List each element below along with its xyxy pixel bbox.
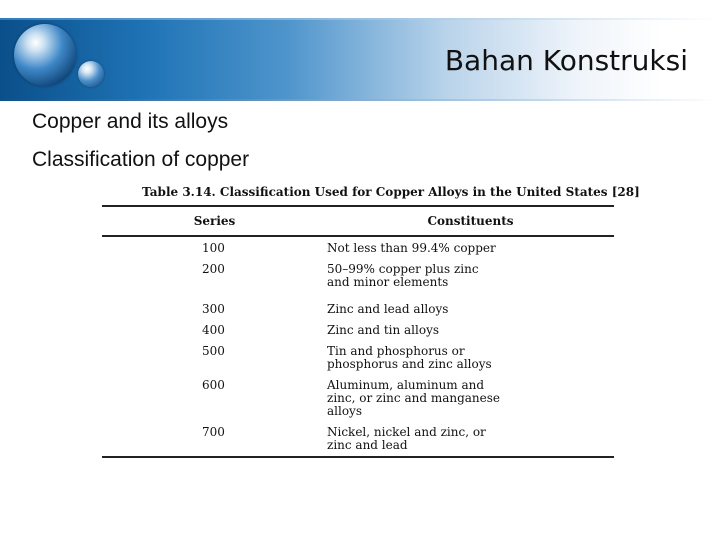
bullet-copper-alloys: Copper and its alloys <box>32 110 229 133</box>
cell-constituents: Aluminum, aluminum and zinc, or zinc and manganese alloys <box>327 378 501 418</box>
table-row <box>102 426 614 452</box>
slide-header <box>0 0 720 100</box>
table-row <box>102 303 614 316</box>
header-constituents: Constituents <box>427 214 514 228</box>
classification-table <box>102 183 640 458</box>
table-row <box>102 242 614 255</box>
cell-series: 100 <box>202 241 225 255</box>
bullet-classification: Classification of copper <box>32 148 250 171</box>
table-row <box>102 379 614 418</box>
cell-series: 300 <box>202 302 225 316</box>
table-caption: Table 3.14. Classification Used for Copper Alloys in the United States [28] <box>142 185 640 199</box>
globe-logo-icon <box>14 24 76 86</box>
cell-constituents: Nickel, nickel and zinc, or zinc and lead <box>327 425 486 452</box>
cell-constituents: 50–99% copper plus zinc and minor elements <box>327 262 479 289</box>
cell-constituents: Not less than 99.4% copper <box>327 241 496 255</box>
table-row <box>102 324 614 337</box>
table-row <box>102 263 614 289</box>
header-series: Series <box>193 214 236 228</box>
slide-title: Bahan Konstruksi <box>444 44 688 77</box>
cell-constituents: Zinc and tin alloys <box>327 323 440 337</box>
table-body <box>102 237 614 452</box>
cell-constituents: Zinc and lead alloys <box>327 302 449 316</box>
table-bottom-rule <box>102 456 614 458</box>
cell-series: 500 <box>202 344 225 358</box>
small-globe-icon <box>78 61 104 87</box>
cell-series: 600 <box>202 378 225 392</box>
cell-constituents: Tin and phosphorus or phosphorus and zinc alloys <box>327 344 492 371</box>
table-row <box>102 345 614 371</box>
cell-series: 200 <box>202 262 225 276</box>
header-bottom-line <box>0 99 720 101</box>
cell-series: 700 <box>202 425 225 439</box>
table-header-row <box>102 207 614 235</box>
cell-series: 400 <box>202 323 225 337</box>
